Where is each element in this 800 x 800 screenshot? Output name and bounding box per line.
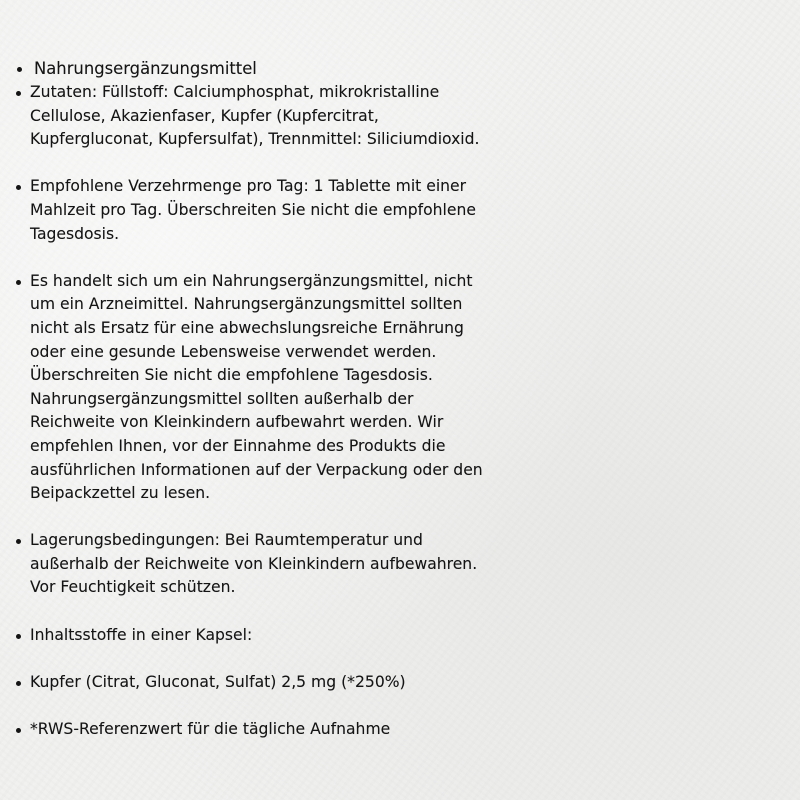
ingredients-line: Cellulose, Akazienfaser, Kupfer (Kupfercitrat, — [30, 106, 379, 125]
footnote: *RWS-Referenzwert für die tägliche Aufnahme — [30, 720, 391, 739]
list-item-title — [12, 57, 572, 81]
product-info-document — [12, 57, 572, 742]
list-item-dosage — [12, 175, 572, 246]
storage-line: außerhalb der Reichweite von Kleinkindern aufbewahren. — [30, 554, 478, 573]
warning-line: Beipackzettel zu lesen. — [30, 484, 211, 503]
warning-line: um ein Arzneimittel. Nahrungsergänzungsmittel sollten — [30, 295, 463, 314]
warning-line: ausführlichen Informationen auf der Verpackung oder den — [30, 460, 483, 479]
bullet-icon — [16, 280, 21, 285]
bullet-icon — [16, 91, 21, 96]
bullet-icon — [16, 681, 21, 686]
bullet-icon — [17, 67, 22, 72]
storage-line: Lagerungsbedingungen: Bei Raumtemperatur und — [30, 531, 423, 550]
list-item-warning — [12, 270, 572, 506]
list-item-footnote — [12, 718, 572, 742]
warning-line: Überschreiten Sie nicht die empfohlene Tagesdosis. — [30, 366, 433, 385]
storage-line: Vor Feuchtigkeit schützen. — [30, 578, 236, 597]
warning-line: nicht als Ersatz für eine abwechslungsreiche Ernährung — [30, 318, 464, 337]
ingredients-line: Zutaten: Füllstoff: Calciumphosphat, mikrokristalline — [30, 83, 440, 101]
bullet-icon — [16, 634, 21, 639]
bullet-icon — [16, 728, 21, 733]
bullet-icon — [16, 185, 21, 190]
contents-heading: Inhaltsstoffe in einer Kapsel: — [30, 625, 253, 644]
warning-line: Nahrungsergänzungsmittel sollten außerhalb der — [30, 389, 414, 408]
list-item-copper — [12, 671, 572, 695]
document-title: Nahrungsergänzungsmittel — [34, 59, 257, 78]
warning-line: oder eine gesunde Lebensweise verwendet werden. — [30, 342, 437, 361]
list-item-contents-heading — [12, 624, 572, 648]
warning-line: Es handelt sich um ein Nahrungsergänzungsmittel, nicht — [30, 271, 473, 290]
copper-amount: Kupfer (Citrat, Gluconat, Sulfat) 2,5 mg (*250%) — [30, 672, 406, 691]
warning-line: Reichweite von Kleinkindern aufbewahrt werden. Wir — [30, 413, 444, 432]
dosage-line: Tagesdosis. — [30, 224, 120, 243]
warning-line: empfehlen Ihnen, vor der Einnahme des Produkts die — [30, 436, 446, 455]
dosage-line: Mahlzeit pro Tag. Überschreiten Sie nicht die empfohlene — [30, 200, 476, 219]
list-item-ingredients — [12, 81, 572, 152]
dosage-line: Empfohlene Verzehrmenge pro Tag: 1 Tablette mit einer — [30, 177, 467, 196]
list-item-storage — [12, 529, 572, 600]
ingredients-line: Kupfergluconat, Kupfersulfat), Trennmittel: Siliciumdioxid. — [30, 130, 480, 149]
bullet-icon — [16, 539, 21, 544]
